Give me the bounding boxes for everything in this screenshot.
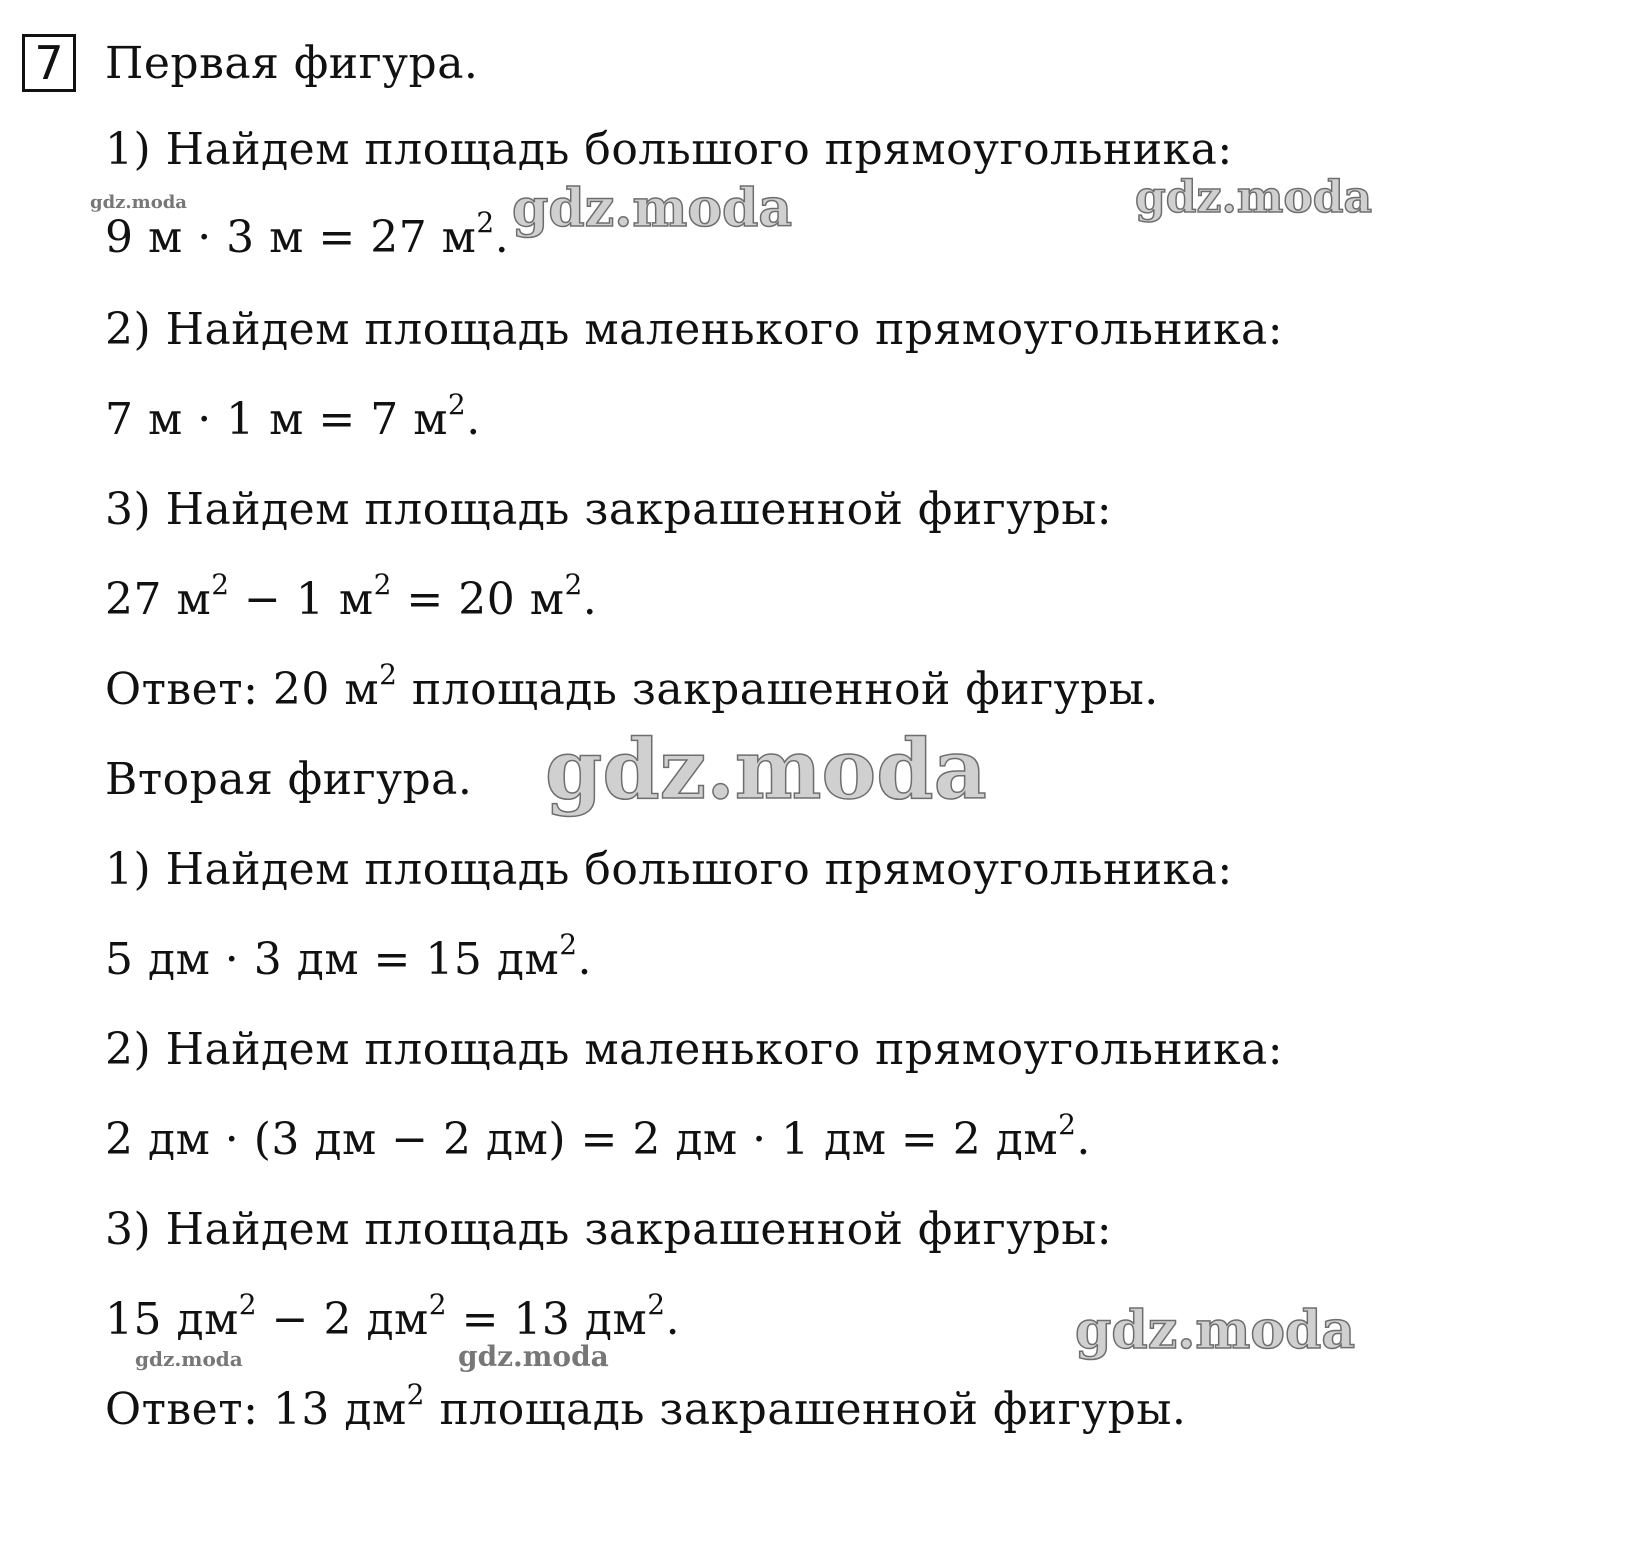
watermark-2: gdz.moda bbox=[1135, 172, 1373, 223]
second-answer: Ответ: 13 $дм^2$ площадь закрашенной фигуры. bbox=[105, 1378, 1187, 1435]
first-figure-heading: Первая фигура. bbox=[105, 38, 479, 89]
step-3b-text: 3) Найдем площадь закрашенной фигуры: bbox=[105, 1204, 1113, 1255]
watermark-small-1: gdz.moda bbox=[90, 192, 187, 213]
step-1b-text: 1) Найдем площадь большого прямоугольника: bbox=[105, 844, 1233, 895]
watermark-3: gdz.moda bbox=[545, 722, 987, 818]
task-number-box: 7 bbox=[22, 34, 76, 92]
step-1-text: 1) Найдем площадь большого прямоугольника: bbox=[105, 124, 1233, 175]
watermark-4: gdz.moda bbox=[1075, 1300, 1356, 1361]
step-3b-formula: 15 $дм^2 - 2$ $дм^2 = 13$ $дм^2$. bbox=[105, 1288, 681, 1345]
watermark-1: gdz.moda bbox=[512, 178, 793, 239]
step-2-text: 2) Найдем площадь маленького прямоугольника: bbox=[105, 304, 1284, 355]
watermark-small-3: gdz.moda bbox=[458, 1340, 609, 1373]
step-2b-formula: 2 дм · (3 дм − 2 дм) = 2 дм · 1 дм = 2 $дм^2$. bbox=[105, 1108, 1091, 1165]
step-2-formula: 7 м · 1 м = 7 $м^2$. bbox=[105, 388, 481, 445]
step-1-formula: 9 м · 3 м = 27 $м^2$. bbox=[105, 206, 510, 263]
step-3-text: 3) Найдем площадь закрашенной фигуры: bbox=[105, 484, 1113, 535]
step-1b-formula: 5 дм · 3 дм = 15 $дм^2$. bbox=[105, 928, 593, 985]
second-figure-heading: Вторая фигура. bbox=[105, 754, 473, 805]
step-2b-text: 2) Найдем площадь маленького прямоугольника: bbox=[105, 1024, 1284, 1075]
watermark-small-2: gdz.moda bbox=[135, 1347, 243, 1371]
step-3-formula: 27 $м^2 - 1$ $м^2 = 20$ $м^2$. bbox=[105, 568, 598, 625]
first-answer: Ответ: 20 $м^2$ площадь закрашенной фигуры. bbox=[105, 658, 1159, 715]
